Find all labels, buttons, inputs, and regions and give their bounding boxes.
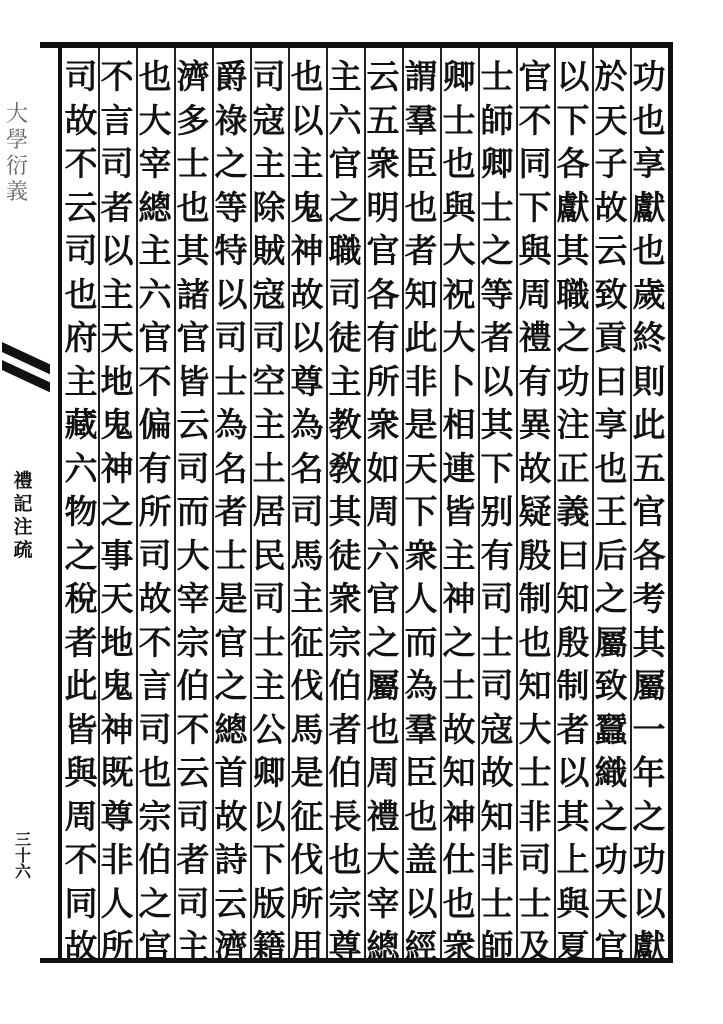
text-column-15: 不言司者以主天地鬼神之事天地鬼神既尊非人所 (100, 57, 134, 966)
text-column-4: 官不同下與周禮有異故疑殷制也知大士非司士及 (518, 57, 552, 966)
text-column-9: 主六官之職司徒主教敎其徒衆宗伯者伯長也宗尊 (328, 57, 362, 966)
text-column-7: 謂羣臣也者知此非是天下衆人而為羣臣也盖以經 (404, 57, 438, 966)
fish-tail-mark (2, 342, 52, 397)
frame-right-border (668, 42, 673, 963)
text-column-13: 濟多士也其諸官皆云司而大宰宗伯不云司者司主 (176, 57, 210, 966)
book-title: 禮記注疏 (13, 470, 33, 561)
text-column-8: 云五衆明官各有所衆如周六官之屬也周禮大宰總 (366, 57, 400, 966)
page-number: 三十六 (14, 830, 31, 881)
text-column-2: 於天子故云致貢曰享也王后之屬致蠶織之功天官 (594, 57, 628, 966)
text-column-10: 也以主鬼神故以尊為名司馬主征伐馬是征伐所用 (290, 57, 324, 966)
text-column-12: 爵祿之等特以司士為名者士是官之總首故詩云濟 (214, 57, 248, 966)
text-column-5: 士師卿士之等者以其下别有司士司寇故知非士師 (480, 57, 514, 966)
text-column-11: 司寇主除賊寇司空主土居民司士主公卿以下版籍 (252, 57, 286, 966)
frame-top-border (40, 42, 672, 48)
text-column-6: 卿士也與大祝大卜相連皆主神之士故知神仕也衆 (442, 57, 476, 966)
text-column-3: 以下各獻其職之功注正義曰知殷制者以其上與夏 (556, 57, 590, 966)
text-column-1: 功也享獻也歲終則此五官各考其屬一年之功以獻 (632, 57, 666, 966)
text-column-14: 也大宰總主六官不偏有所司故不言司也宗伯之官 (138, 57, 172, 966)
margin-header: 大學衍義 (5, 102, 28, 205)
fore-edge-margin (0, 42, 40, 963)
text-column-16: 司故不云司也府主藏六物之稅者此皆與周不同故 (64, 57, 98, 966)
